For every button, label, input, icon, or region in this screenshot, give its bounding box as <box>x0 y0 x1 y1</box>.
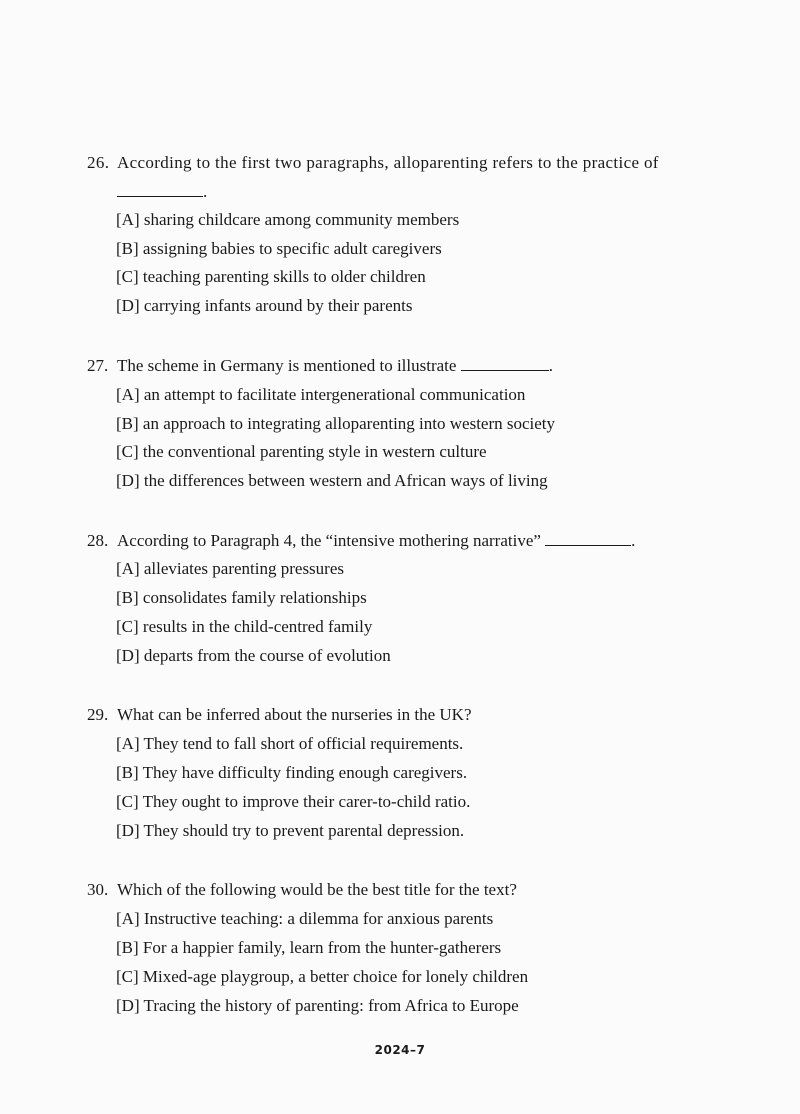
option-b: [B] They have difficulty finding enough caregivers. <box>116 763 468 782</box>
answer-blank <box>545 531 631 546</box>
question-number: 28. <box>87 531 109 550</box>
option-b: [B] consolidates family relationships <box>116 588 367 607</box>
question-number: 29. <box>87 705 109 724</box>
question-26-blank-line <box>117 182 207 202</box>
question-29-stem <box>87 705 472 725</box>
question-27-stem <box>87 356 553 376</box>
question-text: What can be inferred about the nurseries in the UK? <box>117 705 472 724</box>
question-text: The scheme in Germany is mentioned to illustrate <box>117 356 457 375</box>
option-a: [A] alleviates parenting pressures <box>116 559 344 578</box>
question-number: 26. <box>87 153 110 172</box>
question-text: According to Paragraph 4, the “intensive mothering narrative” <box>117 531 541 550</box>
option-a: [A] They tend to fall short of official requirements. <box>116 734 464 753</box>
option-d: [D] the differences between western and African ways of living <box>116 471 548 490</box>
answer-blank <box>461 356 549 371</box>
option-b: [B] assigning babies to specific adult caregivers <box>116 239 442 258</box>
stem-period: . <box>548 356 553 375</box>
option-c: [C] They ought to improve their carer-to-child ratio. <box>116 792 471 811</box>
answer-blank <box>117 182 203 197</box>
question-number: 27. <box>87 356 109 375</box>
option-d: [D] departs from the course of evolution <box>116 646 391 665</box>
question-text: According to the first two paragraphs, alloparenting refers to the practice of <box>117 153 659 172</box>
question-26-stem <box>87 153 659 173</box>
question-text: Which of the following would be the best title for the text? <box>117 880 517 899</box>
option-b: [B] For a happier family, learn from the hunter-gatherers <box>116 938 502 957</box>
option-d: [D] They should try to prevent parental depression. <box>116 821 465 840</box>
option-b: [B] an approach to integrating alloparenting into western society <box>116 414 556 433</box>
option-a: [A] Instructive teaching: a dilemma for anxious parents <box>116 909 494 928</box>
option-c: [C] teaching parenting skills to older children <box>116 267 426 286</box>
option-d: [D] Tracing the history of parenting: from Africa to Europe <box>116 996 519 1015</box>
option-c: [C] the conventional parenting style in western culture <box>116 442 487 461</box>
stem-period: . <box>203 182 208 201</box>
option-c: [C] Mixed-age playgroup, a better choice for lonely children <box>116 967 529 986</box>
option-d: [D] carrying infants around by their parents <box>116 296 413 315</box>
stem-period: . <box>631 531 636 550</box>
question-28-stem <box>87 531 635 551</box>
page-number: 2024–7 <box>374 1043 426 1057</box>
question-number: 30. <box>87 880 109 899</box>
question-30-stem <box>87 880 517 900</box>
option-a: [A] an attempt to facilitate intergenerational communication <box>116 385 526 404</box>
option-c: [C] results in the child-centred family <box>116 617 373 636</box>
option-a: [A] sharing childcare among community members <box>116 210 460 229</box>
